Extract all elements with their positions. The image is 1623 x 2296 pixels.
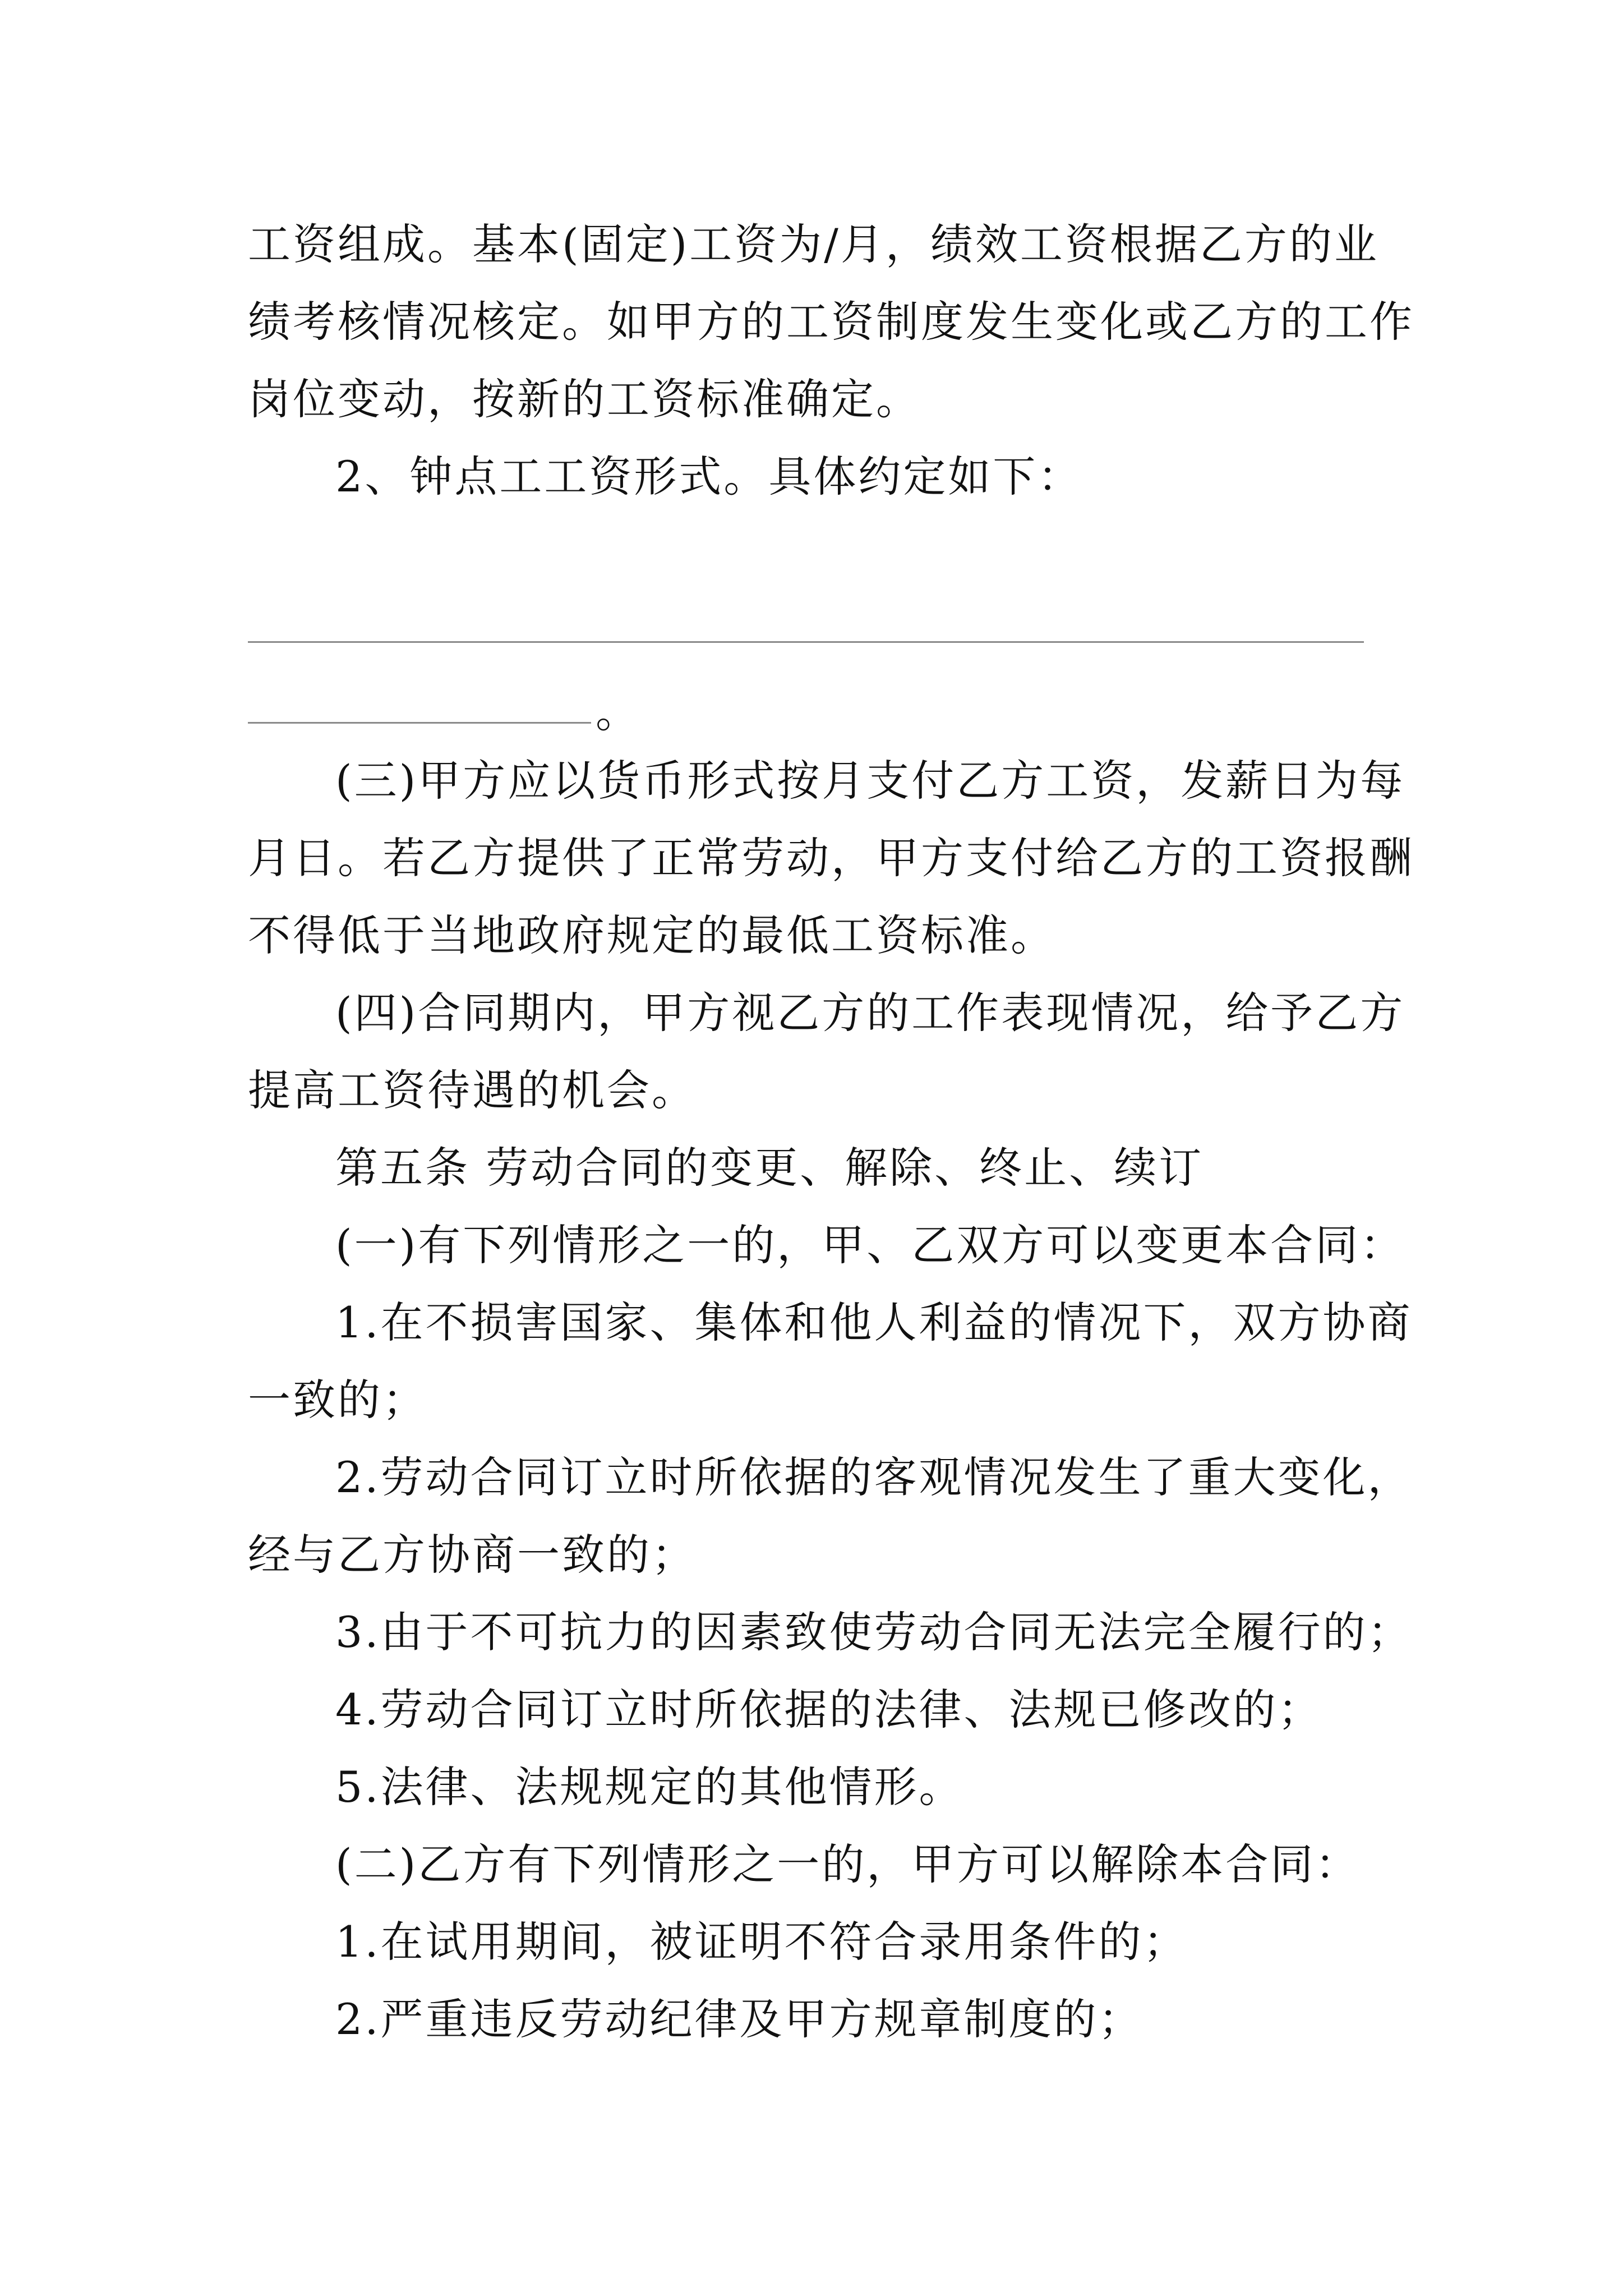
blank-fill-end-mark: 。 xyxy=(596,687,638,737)
blank-fill-line-2 xyxy=(248,722,591,724)
section-two-item-2: 2.严重违反劳动纪律及甲方规章制度的； xyxy=(335,1994,1144,2044)
wage-composition-line-2: 绩考核情况核定。如甲方的工资制度发生变化或乙方的工作 xyxy=(248,297,1414,347)
wage-composition-line-3: 岗位变动，按新的工资标准确定。 xyxy=(248,374,921,424)
section-one-item-1: 1.在不损害国家、集体和他人利益的情况下，双方协商 xyxy=(335,1297,1413,1347)
section-one-item-4: 4.劳动合同订立时所依据的法律、法规已修改的； xyxy=(335,1685,1323,1734)
section-two-intro: (二)乙方有下列情形之一的，甲方可以解除本合同： xyxy=(335,1839,1361,1889)
article-five-title: 第五条 劳动合同的变更、解除、终止、续订 xyxy=(335,1143,1204,1193)
clause-three-line-2: 月日。若乙方提供了正常劳动，甲方支付给乙方的工资报酬 xyxy=(248,833,1414,883)
section-one-item-2: 2.劳动合同订立时所依据的客观情况发生了重大变化， xyxy=(335,1452,1413,1502)
blank-fill-line-1 xyxy=(248,641,1364,643)
wage-composition-line-1: 工资组成。基本(固定)工资为/月，绩效工资根据乙方的业 xyxy=(248,219,1379,269)
clause-four-line-2: 提高工资待遇的机会。 xyxy=(248,1065,697,1115)
section-one-item-2-cont: 经与乙方协商一致的； xyxy=(248,1530,697,1580)
clause-three-line-1: (三)甲方应以货币形式按月支付乙方工资，发薪日为每 xyxy=(335,756,1405,806)
hourly-wage-line: 2、钟点工工资形式。具体约定如下： xyxy=(335,452,1083,501)
section-two-item-1: 1.在试用期间，被证明不符合录用条件的； xyxy=(335,1917,1188,1967)
clause-four-line-1: (四)合同期内，甲方视乙方的工作表现情况，给予乙方 xyxy=(335,988,1405,1038)
section-one-item-1-cont: 一致的； xyxy=(248,1375,427,1425)
clause-three-line-3: 不得低于当地政府规定的最低工资标准。 xyxy=(248,910,1055,960)
section-one-item-3: 3.由于不可抗力的因素致使劳动合同无法完全履行的； xyxy=(335,1607,1413,1657)
section-one-intro: (一)有下列情形之一的，甲、乙双方可以变更本合同： xyxy=(335,1220,1405,1270)
section-one-item-5: 5.法律、法规规定的其他情形。 xyxy=(335,1762,964,1812)
